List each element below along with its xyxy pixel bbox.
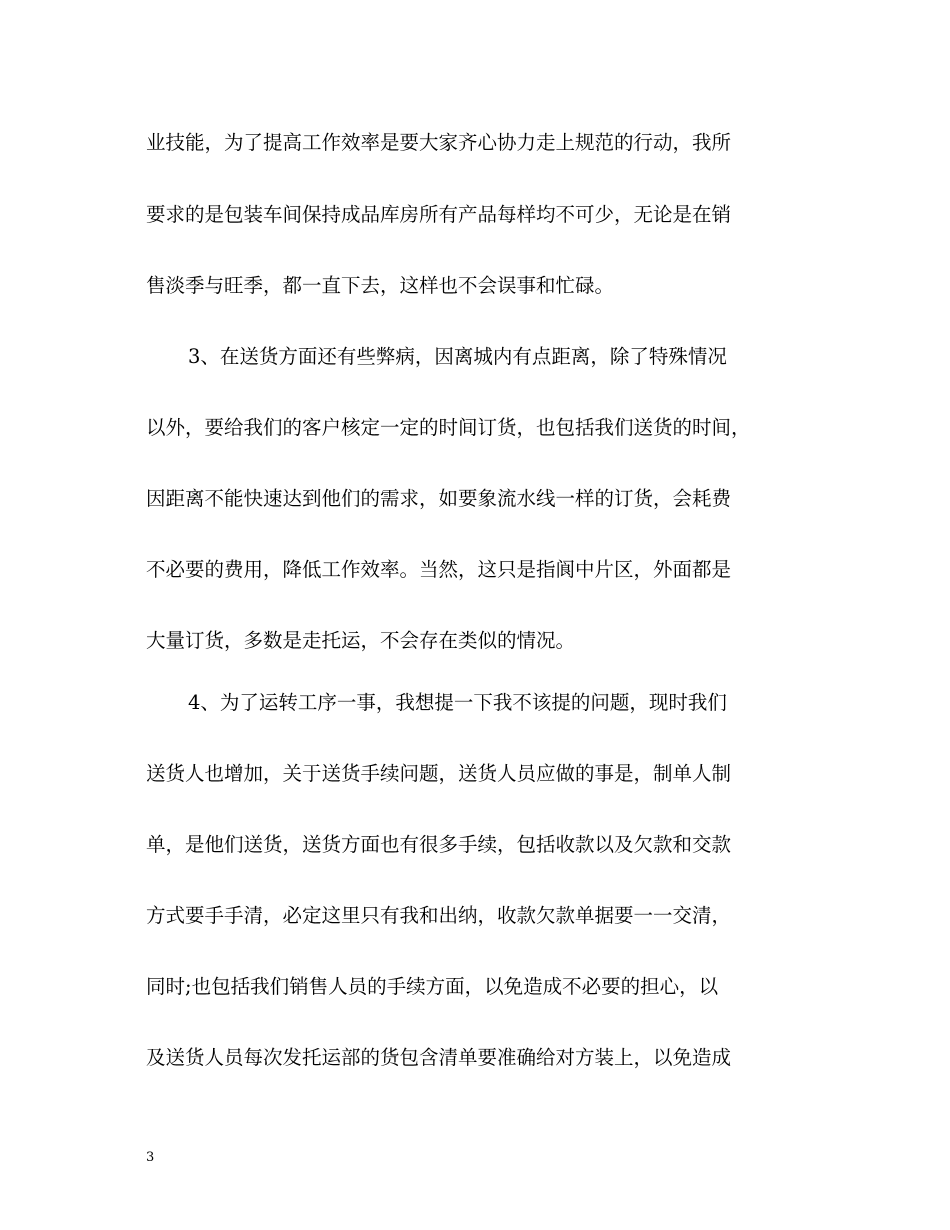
text-line: 以外，要给我们的客户核定一定的时间订货，也包括我们送货的时间， xyxy=(146,416,751,439)
text-line: 不必要的费用，降低工作效率。当然，这只是指阆中片区，外面都是 xyxy=(146,558,732,581)
text-line: 售淡季与旺季，都一直下去，这样也不会误事和忙碌。 xyxy=(146,274,615,297)
text-line: 送货人也增加，关于送货手续问题，送货人员应做的事是，制单人制 xyxy=(146,762,732,785)
text-line: 及送货人员每次发托运部的货包含清单要准确给对方装上，以免造成 xyxy=(146,1046,732,1069)
text-line: 方式要手手清，必定这里只有我和出纳，收款欠款单据要一一交清， xyxy=(146,904,732,927)
page-number: 3 xyxy=(146,1150,155,1165)
text-line: 单，是他们送货，送货方面也有很多手续，包括收款以及欠款和交款 xyxy=(146,833,732,856)
text-line: 因距离不能快速达到他们的需求，如要象流水线一样的订货，会耗费 xyxy=(146,487,732,510)
text-line: 大量订货，多数是走托运，不会存在类似的情况。 xyxy=(146,629,576,652)
text-line: 业技能，为了提高工作效率是要大家齐心协力走上规范的行动，我所 xyxy=(146,131,732,154)
paragraph-start-line: 4、为了运转工序一事，我想提一下我不该提的问题，现时我们 xyxy=(188,691,727,714)
paragraph-start-line: 3、在送货方面还有些弊病，因离城内有点距离，除了特殊情况 xyxy=(188,345,727,368)
text-line: 要求的是包装车间保持成品库房所有产品每样均不可少，无论是在销 xyxy=(146,203,732,226)
text-line: 同时;也包括我们销售人员的手续方面，以免造成不必要的担心，以 xyxy=(146,975,719,998)
